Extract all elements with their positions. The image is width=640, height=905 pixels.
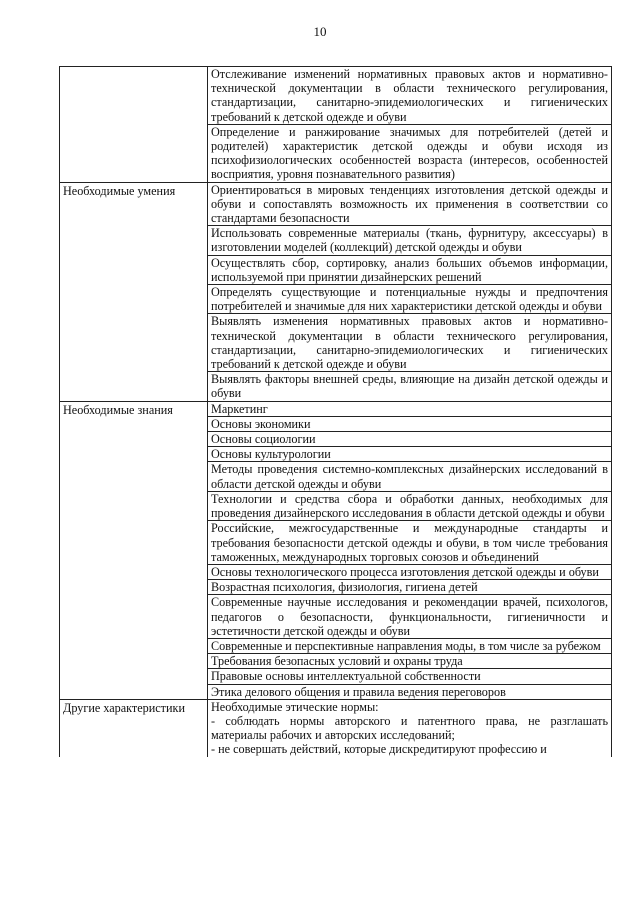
qualification-table	[59, 66, 612, 757]
table-cell: Основы социологии	[208, 432, 612, 447]
table-cell: Выявлять изменения нормативных правовых актов и нормативно-технической документации в области технического регулирования, стандартизации, санитарно-эпидемиологических и гигиенических требований к детской одежде и обуви	[208, 314, 612, 372]
table-cell: Определять существующие и потенциальные нужды и предпочтения потребителей и значимые для них характеристики детской одежды и обуви	[208, 285, 612, 314]
table-cell: Современные научные исследования и рекомендации врачей, психологов, педагогов о безопасности, функциональности, гигиеничности и эстетичности детской одежды и обуви	[208, 595, 612, 639]
text-line: - соблюдать нормы авторского и патентного права, не разглашать материалы рабочих и авторских исследований;	[211, 713, 608, 743]
table-cell: Российские, межгосударственные и международные стандарты и требования безопасности детской одежды и обуви, в том числе требования таможенных, международных торговых союзов и объединений	[208, 521, 612, 565]
table-row	[60, 699, 612, 756]
table-cell: Ориентироваться в мировых тенденциях изготовления детской одежды и обуви и сопоставлять возможность их применения в соответствии со стандартами безопасности	[208, 182, 612, 226]
table-cell: Современные и перспективные направления моды, в том числе за рубежом	[208, 638, 612, 653]
page-number: 10	[313, 24, 327, 39]
text-line: Необходимые этические нормы:	[211, 699, 379, 714]
table-cell: Возрастная психология, физиология, гигиена детей	[208, 580, 612, 595]
table-cell: Определение и ранжирование значимых для потребителей (детей и родителей) характеристик детской одежды и обуви исходя из психофизиологических особенностей возраста (интересов, особенностей восприятия, уровня познавательного развития)	[208, 124, 612, 182]
row-label	[60, 67, 208, 183]
table-cell: Основы технологического процесса изготовления детской одежды и обуви	[208, 564, 612, 579]
table-body	[60, 67, 612, 757]
table-cell: Правовые основы интеллектуальной собственности	[208, 669, 612, 684]
row-label: Другие характеристики	[60, 699, 208, 756]
table-cell: Этика делового общения и правила ведения переговоров	[208, 684, 612, 699]
table-cell: Использовать современные материалы (ткань, фурнитуру, аксессуары) в изготовлении моделей (коллекций) детской одежды и обуви	[208, 226, 612, 255]
text-line: - не совершать действий, которые дискредитируют профессию и	[211, 742, 547, 757]
table-cell: Маркетинг	[208, 401, 612, 416]
table-cell: Технологии и средства сбора и обработки данных, необходимых для проведения дизайнерского исследования в области детской одежды и обуви	[208, 491, 612, 520]
table-cell: Требования безопасных условий и охраны труда	[208, 654, 612, 669]
other-characteristics-cell	[208, 699, 612, 756]
table-cell: Выявлять факторы внешней среды, влияющие на дизайн детской одежды и обуви	[208, 372, 612, 401]
table-cell: Методы проведения системно-комплексных дизайнерских исследований в области детской одежды и обуви	[208, 462, 612, 491]
table-cell: Основы экономики	[208, 416, 612, 431]
table-row	[60, 67, 612, 125]
table-cell: Отслеживание изменений нормативных правовых актов и нормативно-технической документации в области технического регулирования, стандартизации, санитарно-эпидемиологических и гигиенических требований к детской одежде и обуви	[208, 67, 612, 125]
table-cell: Осуществлять сбор, сортировку, анализ больших объемов информации, используемой при принятии дизайнерских решений	[208, 255, 612, 284]
table-row	[60, 401, 612, 416]
table-cell: Основы культурологии	[208, 447, 612, 462]
table-row	[60, 182, 612, 226]
row-label: Необходимые умения	[60, 182, 208, 401]
row-label: Необходимые знания	[60, 401, 208, 699]
